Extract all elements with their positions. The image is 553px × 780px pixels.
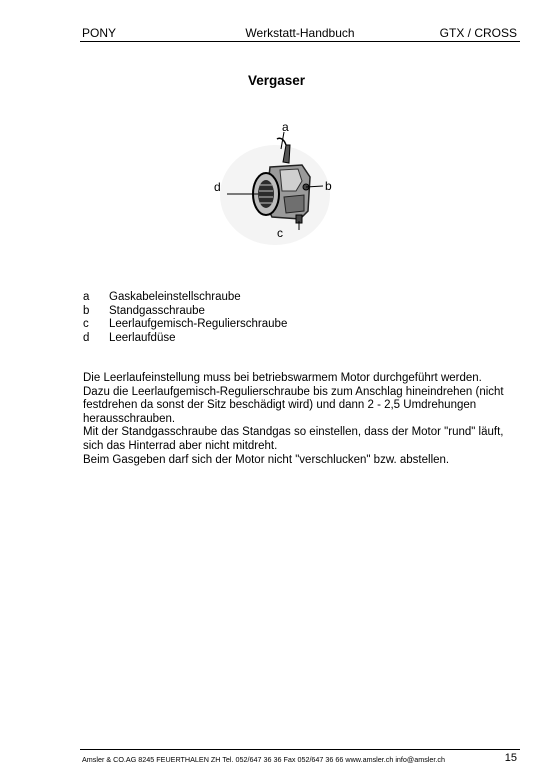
body-line: Die Leerlaufeinstellung muss bei betriebswarmem Motor durchgeführt werden. (83, 372, 482, 384)
legend-text: Leerlaufgemisch-Regulierschraube (109, 318, 288, 331)
body-line: sich das Hinterrad aber nicht mitdreht. (83, 439, 278, 452)
page-title: Vergaser (247, 73, 306, 88)
legend-item (83, 332, 287, 346)
instructions-paragraph (83, 372, 523, 467)
legend-text: Standgasschraube (109, 304, 205, 317)
header-right: GTX / CROSS (439, 26, 517, 40)
label-d: d (214, 180, 221, 194)
body-line: Dazu die Leerlaufgemisch-Regulierschraube bis zum Anschlag hineindrehen (nicht (83, 385, 504, 398)
legend-key: d (83, 331, 90, 344)
label-c: c (277, 226, 283, 240)
intake-opening (258, 180, 274, 208)
carburetor-figure (200, 115, 345, 255)
label-a: a (282, 120, 289, 134)
body-detail-lower (284, 195, 304, 213)
body-line: Mit der Standgasschraube das Standgas so einstellen, dass der Motor "rund" läuft, (83, 426, 504, 439)
header-left: PONY (82, 26, 117, 40)
body-line: Beim Gasgeben darf sich der Motor nicht "verschlucken" bzw. abstellen. (83, 453, 450, 466)
legend-item (83, 318, 287, 332)
page-footer (80, 749, 520, 770)
label-b: b (325, 179, 332, 193)
header-center: Werkstatt-Handbuch (245, 26, 355, 40)
legend-text: Gaskabeleinstellschraube (109, 291, 241, 303)
legend-key: a (83, 291, 90, 303)
body-line: herausschrauben. (83, 412, 176, 425)
legend-key: c (83, 318, 89, 331)
legend-key: b (83, 304, 90, 317)
page-header (80, 25, 520, 42)
body-line: festdrehen da sonst der Sitz beschädigt wird) und dann 2 - 2,5 Umdrehungen (83, 399, 477, 412)
parts-legend (83, 291, 287, 345)
footer-contact: Amsler & CO.AG 8245 FEUERTHALEN ZH Tel. 052/647 36 36 Fax 052/647 36 66 www.amsler.ch info@amsler.ch (82, 755, 445, 764)
legend-text: Leerlaufdüse (109, 331, 176, 344)
legend-item (83, 305, 287, 319)
carburetor-illustration (200, 115, 345, 255)
legend-item (83, 291, 287, 305)
page-number: 15 (504, 752, 517, 764)
